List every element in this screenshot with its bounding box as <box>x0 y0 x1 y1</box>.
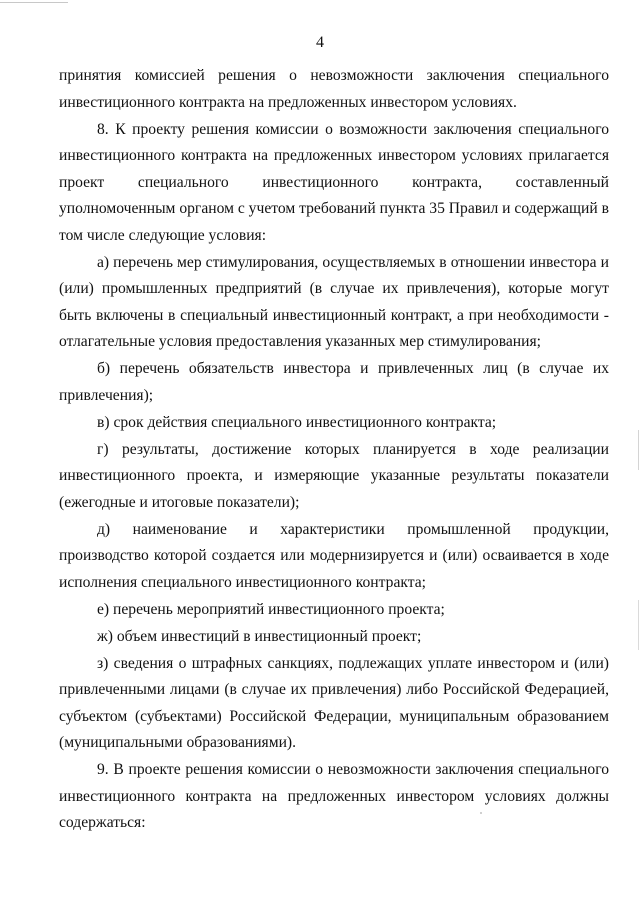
scan-artifact-edge <box>638 600 639 650</box>
page-number: 4 <box>316 34 324 51</box>
scan-artifact-edge <box>638 430 639 470</box>
paragraph-subitem-g: г) результаты, достижение которых планируется в ходе реализации инвестиционного проекта, и измеряющие указанные результаты показатели (ежегодные и итоговые показатели); <box>59 440 609 511</box>
paragraph-subitem-zh: ж) объем инвестиций в инвестиционный проект; <box>97 627 422 645</box>
paragraph-subitem-b: б) перечень обязательств инвестора и привлеченных лиц (в случае их привлечения); <box>59 360 609 404</box>
scan-artifact-line <box>0 2 68 3</box>
paragraph-continuation: принятия комиссией решения о невозможности заключения специального инвестиционного контракта на предложенных инвестором условиях. <box>59 67 609 111</box>
paragraph-item-9: 9. В проекте решения комиссии о невозможности заключения специального инвестиционного контракта на предложенных инвестором условиях должны содержаться: <box>59 761 609 831</box>
paragraph-item-8: 8. К проекту решения комиссии о возможности заключения специального инвестиционного контракта на предложенных инвестором условиях прилагается проект специального инвестиционного контракта, составленный уполномоченным органом с учетом требований пункта 35 Правил и содержащий в том числе следующие условия: <box>59 120 609 244</box>
paragraph-subitem-d: д) наименование и характеристики промышленной продукции, производство которой создается или модернизируется и (или) осваивается в ходе исполнения специального инвестиционного контракта; <box>59 520 609 591</box>
paragraph-subitem-z: з) сведения о штрафных санкциях, подлежащих уплате инвестором и (или) привлеченными лицами (в случае их привлечения) либо Российской Федерацией, субъектом (субъектами) Российской Федерации, муниципальным образованием (муниципальными образованиями). <box>59 654 609 751</box>
paragraph-subitem-e: е) перечень мероприятий инвестиционного проекта; <box>97 600 445 618</box>
paragraph-subitem-a: а) перечень мер стимулирования, осуществляемых в отношении инвестора и (или) промышленных предприятий (в случае их привлечения), которые могут быть включены в специальный инвестиционный контракт, а при необходимости - отлагательные условия предоставления указанных мер стимулирования; <box>59 253 609 350</box>
paragraph-subitem-v: в) срок действия специального инвестиционного контракта; <box>97 413 497 431</box>
document-body <box>59 63 609 837</box>
